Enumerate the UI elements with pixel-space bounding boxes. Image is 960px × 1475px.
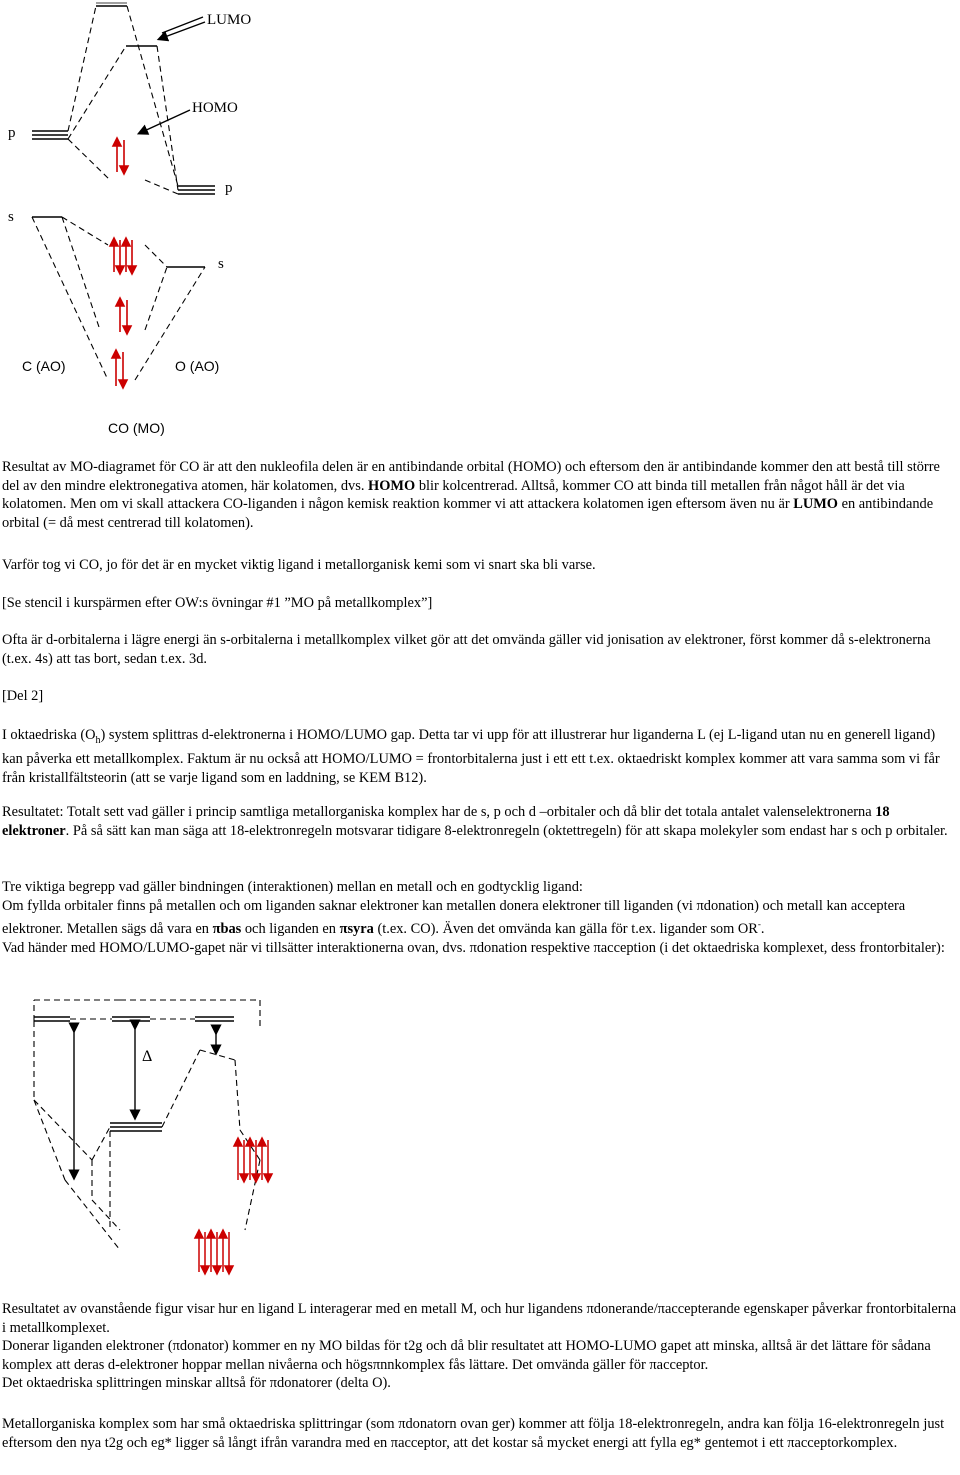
electron-pairs-pi xyxy=(110,238,136,274)
paragraph-homo-lumo: Resultat av MO-diagramet för CO är att den nukleofila delen är en antibindande orbital (HOMO) och eftersom den är antibindande kommer den att bestå till större del av den mindre elektronegativa atomen, här kolatomen, dvs. HOMO blir kolcentrerad. Alltså, kommer CO att binda till metallen från något håll är det via kolatomen. Men om vi skall attackera CO-liganden i någon kemisk reaktion kommer vi att attackera kolatomen igen eftersom även nu är LUMO en antibindande orbital (= då mest centrerad till kolatomen). xyxy=(2,459,940,531)
delta-label: Δ xyxy=(142,1048,153,1065)
electron-group-right xyxy=(234,1138,272,1182)
paragraph-18-electron: Resultatet: Totalt sett vad gäller i princip samtliga metallorganiska komplex har de s, p och d –orbitaler och då blir det totala antalet valenselektronerna 18 elektroner. På så sätt kan man säga att 18-elektronregeln motsvarar tidigare 8-elektronregeln (oktettregeln) för att skapa molekyler som endast har s och p orbitaler. xyxy=(2,804,948,839)
homo-label: HOMO xyxy=(192,100,238,116)
c-ao-label: C (AO) xyxy=(22,358,66,374)
o-s-label: s xyxy=(218,256,224,272)
electron-group-left xyxy=(195,1230,233,1274)
paragraph-small-splitting: Metallorganiska komplex som har små oktaedriska splittringar (som πdonatorn ovan ger) kommer att följa 18-elektronregeln, andra kan följa 16-elektronregeln just eftersom den nya t2g och eg* ligger så långt ifrån varandra med en πacceptor, att det kostar så mycket energi att fylla eg* gentemot i ett πacceptorkomplex. xyxy=(2,1416,945,1451)
co-mo-label: CO (MO) xyxy=(108,420,165,436)
o-p-label: p xyxy=(225,180,233,196)
electron-pair-homo xyxy=(113,138,128,174)
c-s-label: s xyxy=(8,209,14,225)
electron-pair-bottom xyxy=(112,350,127,388)
paragraph-why-co: Varför tog vi CO, jo för det är en mycket viktig ligand i metallorganisk kemi som vi snart ska bli varse. xyxy=(2,557,596,573)
c-p-label: p xyxy=(8,125,16,141)
lumo-label: LUMO xyxy=(207,12,252,28)
co-mo-diagram xyxy=(32,3,215,380)
electron-pairs xyxy=(110,138,136,388)
o-ao-label: O (AO) xyxy=(175,358,220,374)
electron-pair-sigma xyxy=(116,298,131,334)
homo-pointer-arrow xyxy=(142,110,190,132)
paragraph-figure-result: Resultatet av ovanstående figur visar hur en ligand L interagerar med en metall M, och hur ligandens πdonerande/πaccepterande egenskaper påverkar frontorbitalerna i metallkomplexet. Donerar liganden elektroner (πdonator) kommer en ny MO bildas för t2g och då blir resultatet att HOMO-LUMO gapet att minska, alltså är det lättare för sådana komplex att deras d-elektroner hoppar mellan nivåerna och högsπnnkomplex fås lättare. Det omvända gäller för πacceptor. Det oktaedriska splittringen minskar alltså för πdonatorer (delta O). xyxy=(2,1301,957,1392)
section-del-2: [Del 2] xyxy=(2,688,44,704)
paragraph-bonding-concepts: Tre viktiga begrepp vad gäller bindningen (interaktionen) mellan en metall och en godtycklig ligand: Om fyllda orbitaler finns på metallen och om liganden saknar elektroner kan metallen donera elektroner till liganden (vi πdonation) och metall kan acceptera elektroner. Metallen sägs då vara en πbas och liganden en πsyra (t.ex. CO). Även det omvända kan gälla för t.ex. ligander som OR-. Vad händer med HOMO/LUMO-gapet när vi tillsätter interaktionerna ovan, dvs. πdonation respektive πacception (i det oktaedriska komplexet, dess frontorbitaler): xyxy=(2,879,945,956)
paragraph-d-orbitals: Ofta är d-orbitalerna i lägre energi än s-orbitalerna i metallkomplex vilket gör att det omvända gäller vid jonisation av elektroner, först kommer då s-elektronerna (t.ex. 4s) att tas bort, sedan t.ex. 3d. xyxy=(2,632,931,667)
octahedral-diagram xyxy=(34,1000,260,1250)
paragraph-octahedral: I oktaedriska $(O_h)$ system splittras d-elektronerna i HOMO/LUMO gap. Detta tar vi upp för att illustrerar hur liganderna L (ej L-ligand utan nu en generell ligand) kan påverka ett metallkomplex. Faktum är nu också att HOMO/LUMO = frontorbitalerna just i ett ett t.ex. oktaedriskt komplex kommer att vara samma som vi får från kristallfältsteorin (att se varje ligand som en laddning, se KEM B12). xyxy=(2,727,940,787)
octahedral-electrons xyxy=(195,1138,272,1274)
paragraph-stencil: [Se stencil i kurspärmen efter OW:s övningar #1 ”MO på metallkomplex”] xyxy=(2,595,433,611)
